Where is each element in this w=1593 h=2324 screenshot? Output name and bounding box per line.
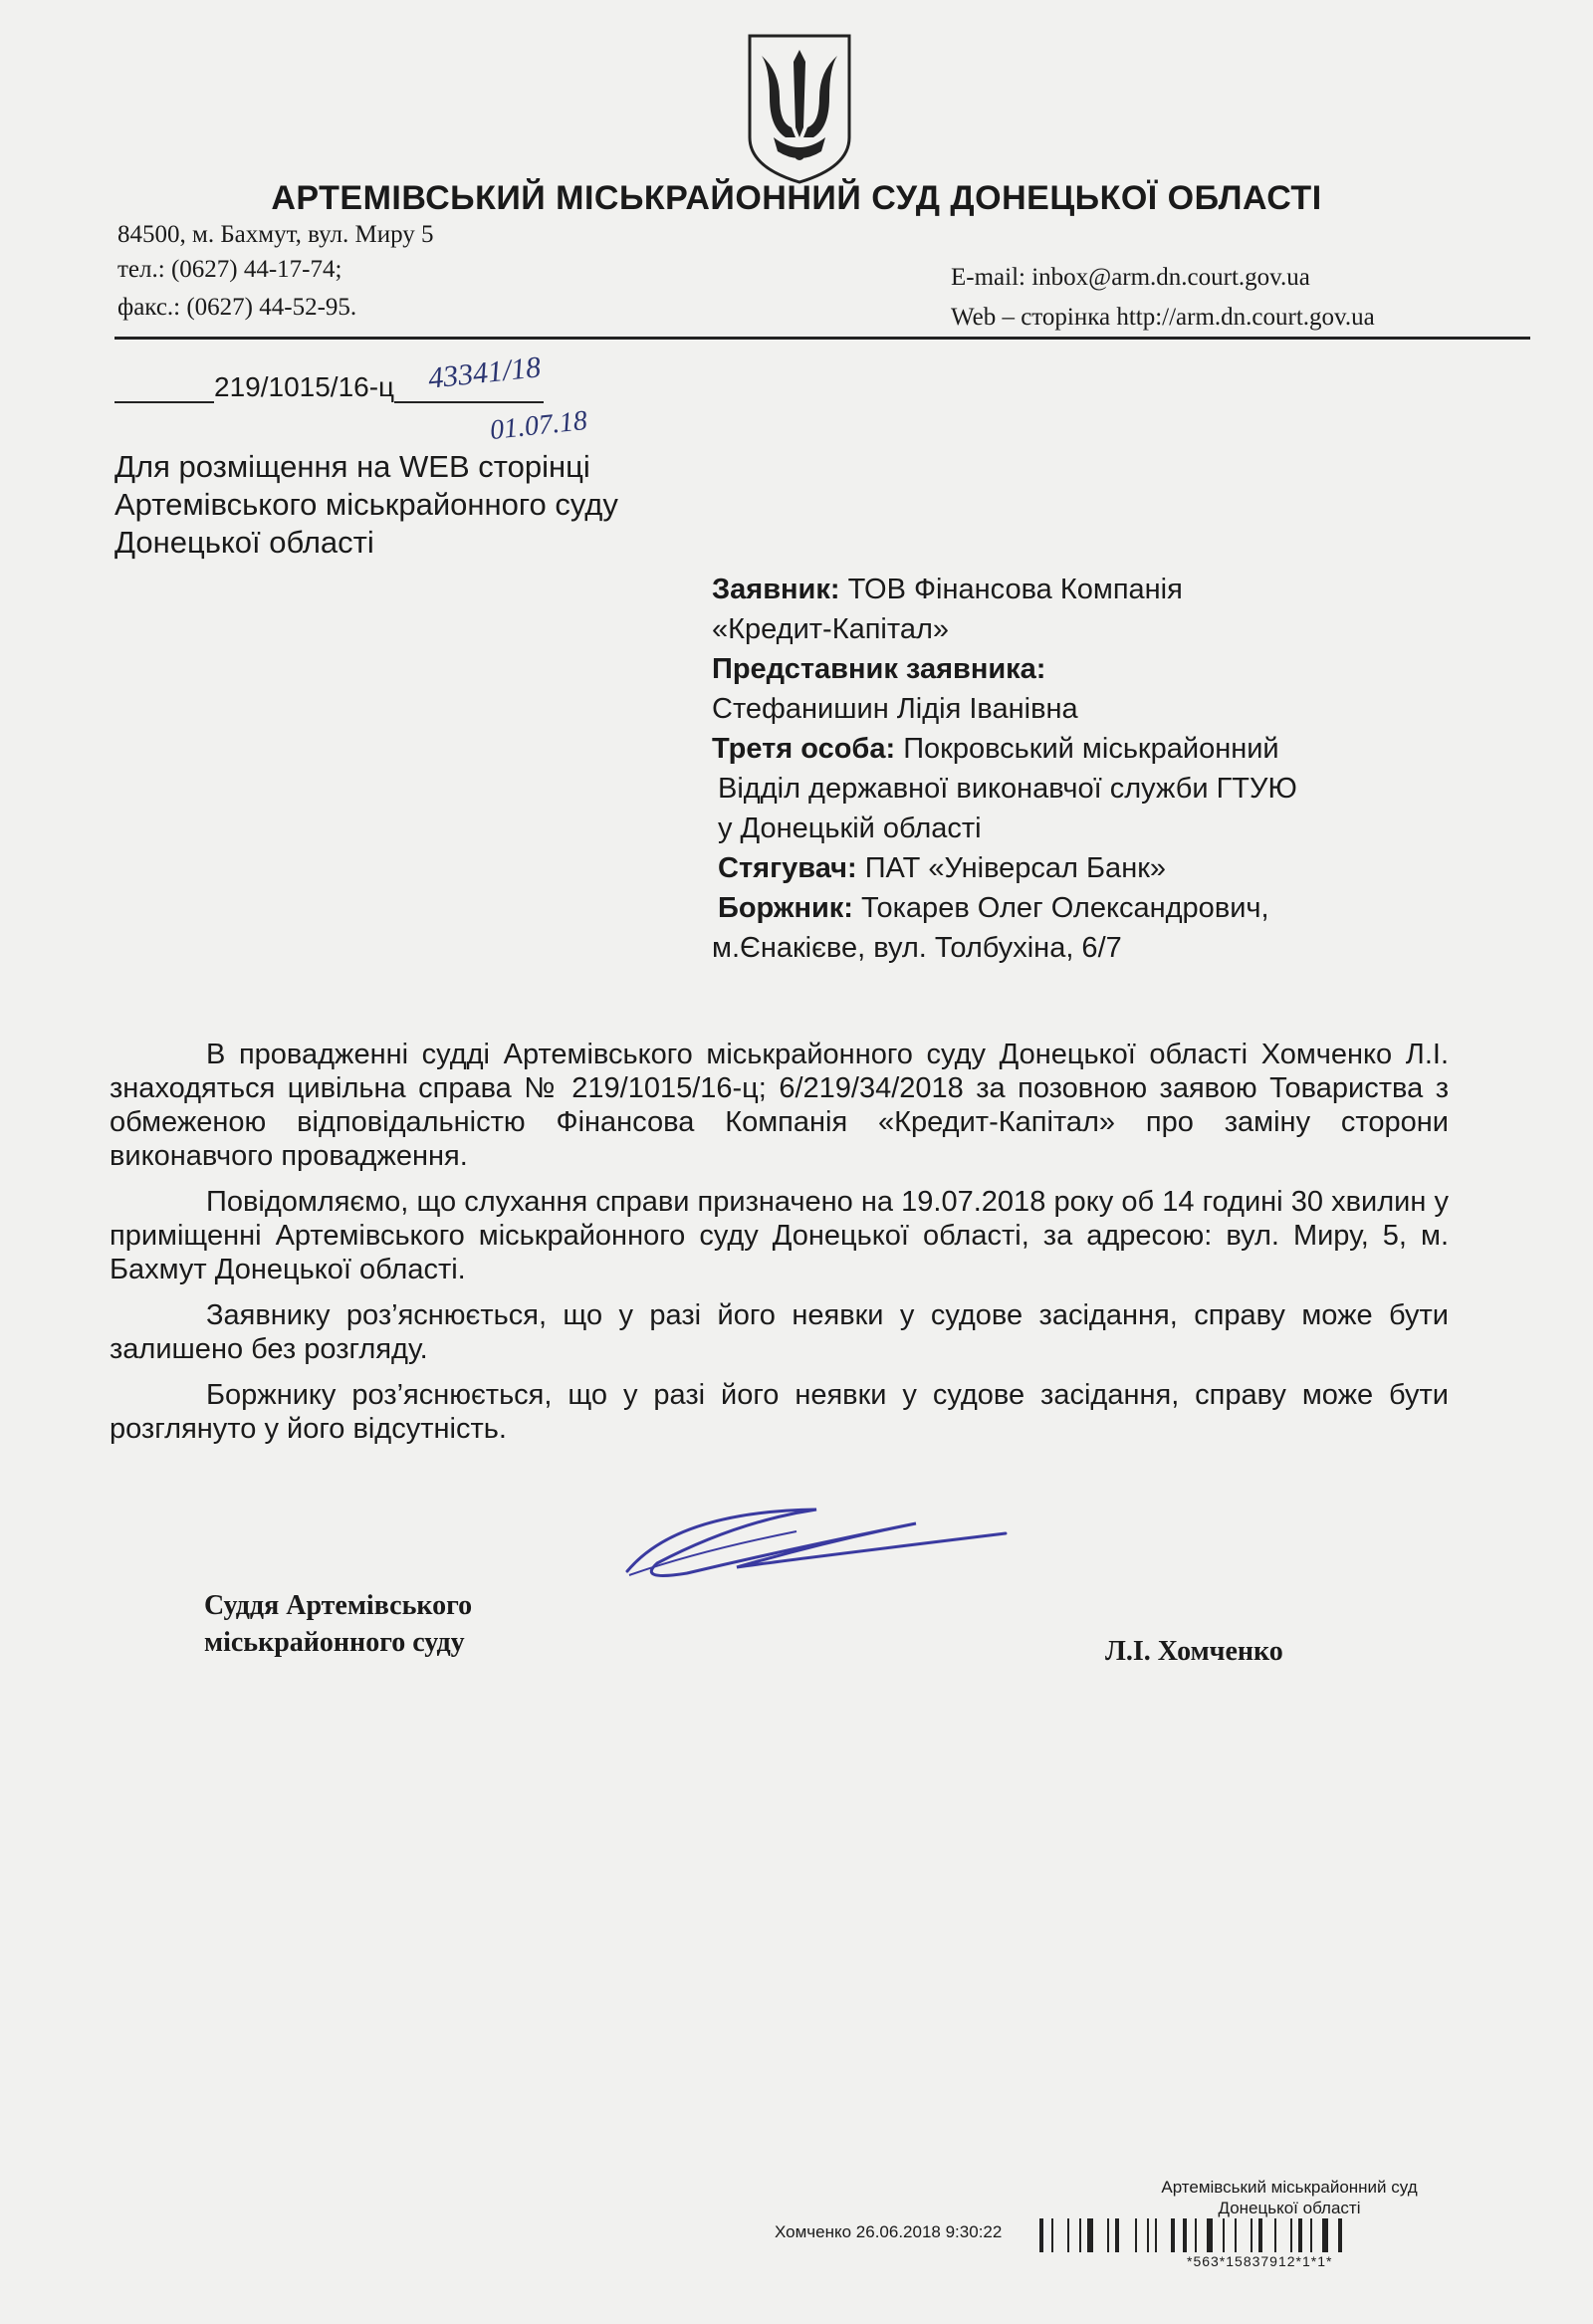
third-party-name: Покровський міськрайонний [903,733,1279,765]
barcode-bar [1251,2218,1252,2252]
header-divider [114,337,1530,340]
barcode-bar [1183,2218,1187,2252]
case-number: 219/1015/16-ц [214,371,395,402]
debtor-address-row [712,928,1449,968]
web-note-line: Для розміщення на WEB сторінці [114,449,590,484]
applicant-row-cont [712,609,1449,649]
third-party-row-cont2 [712,809,1449,848]
barcode-bar [1171,2218,1175,2252]
court-name-heading: АРТЕМІВСЬКИЙ МІСЬКРАЙОННИЙ СУД ДОНЕЦЬКОЇ ОБЛАСТІ [271,179,1322,217]
handwritten-registration-number: 43341/18 [426,350,543,395]
barcode-bar [1258,2218,1262,2252]
barcode-bar [1079,2218,1081,2252]
web-note-line: Донецької області [114,525,374,560]
barcode-bar [1107,2218,1109,2252]
third-party-region: у Донецькій області [718,813,982,844]
signatory-name: Л.І. Хомченко [1105,1636,1283,1667]
parties-block [712,570,1449,968]
reference-blank-left [114,401,214,403]
registration-stamp-court [1135,2177,1444,2218]
debtor-name: Токарев Олег Олександрович, [861,892,1269,924]
barcode-bar [1067,2218,1069,2252]
third-party-name-cont: Відділ державної виконавчої служби ГТУЮ [718,773,1297,805]
barcode-bar [1207,2218,1213,2252]
representative-name: Стефанишин Лідія Іванівна [712,693,1078,725]
web-note-line: Артемівського міськрайонного суду [114,487,618,522]
applicant-label: Заявник: [712,574,840,605]
court-fax: факс.: (0627) 44-52-95. [117,294,357,321]
barcode-text: *563*15837912*1*1* [1187,2253,1333,2269]
reference-blank-right [394,401,544,403]
barcode-bar [1147,2218,1149,2252]
applicant-row [712,570,1449,609]
barcode-bar [1051,2218,1053,2252]
signatory-title-line: Суддя Артемівського [204,1590,473,1621]
barcode-bar [1298,2218,1302,2252]
coat-of-arms-icon [740,28,859,187]
barcode-bar [1338,2218,1342,2252]
barcode-bar [1155,2218,1157,2252]
debtor-address: м.Єнакієве, вул. Толбухіна, 6/7 [712,932,1122,964]
collector-name: ПАТ «Універсал Банк» [864,852,1167,884]
applicant-name-cont: «Кредит-Капітал» [712,613,950,645]
notice-body [110,1038,1449,1458]
signatory-title [204,1587,472,1661]
body-paragraph: Боржнику роз’яснюється, що у разі його неявки у судове засідання, справу може бути розглянуто у його відсутність. [110,1379,1449,1445]
web-placement-note [114,448,732,562]
collector-label: Стягувач: [718,852,857,884]
collector-row [712,848,1449,888]
court-phone: тел.: (0627) 44-17-74; [117,256,342,283]
court-email: E-mail: inbox@arm.dn.court.gov.ua [951,264,1310,291]
barcode-icon [1035,2218,1523,2256]
barcode-bar [1310,2218,1312,2252]
body-paragraph: В провадженні судді Артемівського міськрайонного суду Донецької області Хомченко Л.І. знаходяться цивільна справа № 219/1015/16-ц; 6/219/34/2018 за позовною заявою Товариства з обмеженою відповідальністю Фінансова Компанія «Кредит-Капітал» про заміну сторони виконавчого провадження. [110,1039,1449,1172]
barcode-bar [1223,2218,1225,2252]
court-website: Web – сторінка http://arm.dn.court.gov.ua [951,304,1375,331]
debtor-row [712,888,1449,928]
registration-stamp-meta: Хомченко 26.06.2018 9:30:22 [775,2222,1003,2241]
barcode-bar [1087,2218,1093,2252]
stamp-court-line: Артемівський міськрайонний суд [1161,2178,1418,2197]
representative-label: Представник заявника: [712,653,1046,685]
barcode-bar [1195,2218,1197,2252]
body-paragraph: Повідомляємо, що слухання справи призначено на 19.07.2018 року об 14 годині 30 хвилин у приміщенні Артемівського міськрайонного суду Донецької області, за адресою: вул. Миру, 5, м. Бахмут Донецької області. [110,1186,1449,1285]
handwritten-signature [617,1492,1016,1601]
signatory-title-line: міськрайонного суду [204,1627,465,1658]
barcode-bar [1135,2218,1137,2252]
court-address: 84500, м. Бахмут, вул. Миру 5 [117,221,434,248]
third-party-row [712,729,1449,769]
barcode-bar [1039,2218,1043,2252]
debtor-label: Боржник: [718,892,853,924]
third-party-label: Третя особа: [712,733,896,765]
representative-row [712,649,1449,689]
barcode-bar [1235,2218,1237,2252]
applicant-name: ТОВ Фінансова Компанія [847,574,1183,605]
barcode-bar [1322,2218,1328,2252]
barcode-bar [1274,2218,1276,2252]
barcode-bar [1290,2218,1292,2252]
handwritten-date: 01.07.18 [488,404,589,447]
stamp-court-line: Донецької області [1218,2199,1361,2217]
barcode-bar [1115,2218,1119,2252]
representative-name-row [712,689,1449,729]
third-party-row-cont [712,769,1449,809]
body-paragraph: Заявнику роз’яснюється, що у разі його неявки у судове засідання, справу може бути залишено без розгляду. [110,1299,1449,1365]
